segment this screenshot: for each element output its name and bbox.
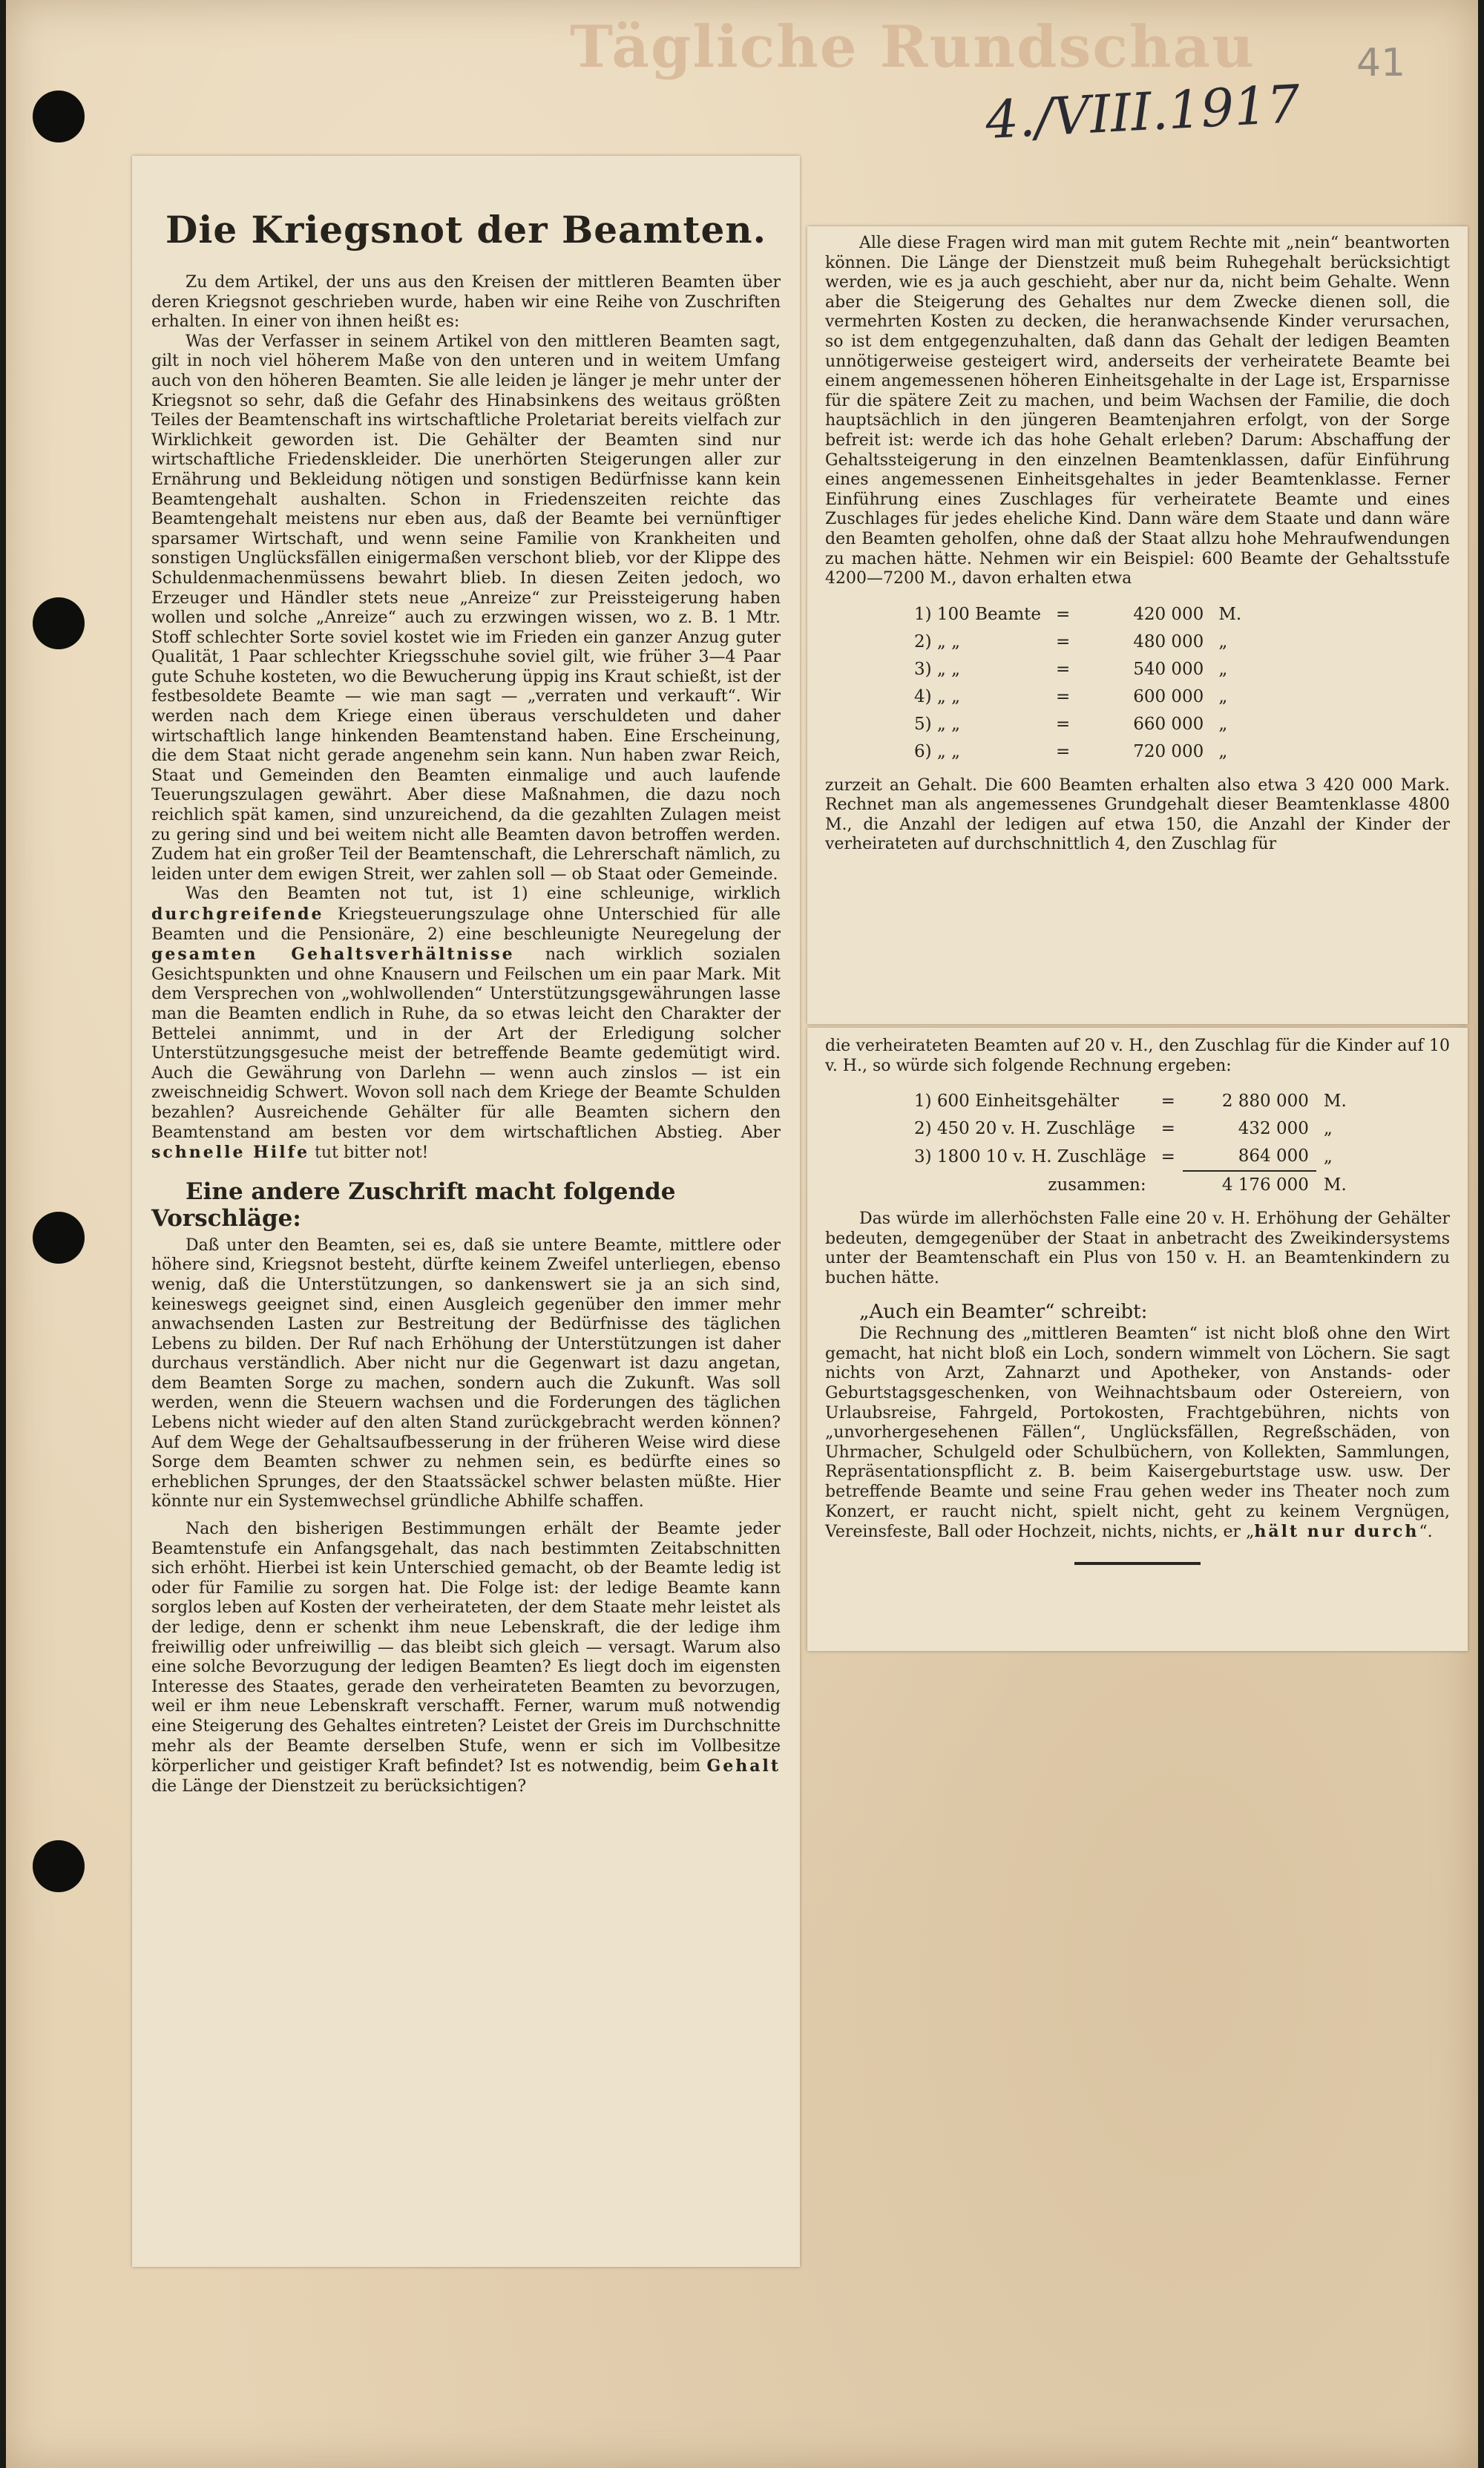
archive-number: 41 xyxy=(1356,41,1406,85)
row-label: 5) „ „ xyxy=(914,714,961,734)
section-subheading: „Auch ein Beamter“ schreibt: xyxy=(859,1300,1148,1323)
row-label: 3) „ „ xyxy=(914,659,961,679)
punch-hole xyxy=(33,91,85,142)
article-paragraph: Daß unter den Beamten, sei es, daß sie untere Beamte, mittlere oder höhere sind, Kriegsnot besteht, dürfte keinem Zweifel unterliegen, ebenso wenig, daß die Unterstützungen, so dankenswert sie ja an sich sind, keineswegs geeignet sind, einen Ausgleich gegenüber den immer mehr anwachsenden Lasten zur Bestreitung der Bedürfnisse des täglichen Lebens zu bilden. Der Ruf nach Erhöhung der Unterstützungen ist daher durchaus verständlich. Aber nicht nur die Gegenwart ist dazu angetan, dem Beamten Sorge zu machen, sondern auch die Zukunft. Was soll werden, wenn die Steuern wachsen und die Forderungen des täglichen Lebens nicht wieder auf den alten Stand zurückgebracht werden können? Auf dem Wege der Gehaltsaufbesserung in der früheren Weise wird diese Sorge dem Beamten schwer zu nehmen sein, es bedürfte eines so erheblichen Sprunges, der den Staatssäckel schwer belasten müßte. Hier könnte nur ein Systemwechsel gründliche Abhilfe schaffen. xyxy=(151,1235,781,1512)
row-unit: „ xyxy=(1323,1146,1333,1166)
row-equals: = xyxy=(1056,686,1071,706)
total-row xyxy=(907,1171,1354,1199)
emphasis: Gehalt xyxy=(706,1756,781,1776)
row-equals: = xyxy=(1160,1119,1175,1139)
total-value: 4 176 000 xyxy=(1183,1171,1316,1199)
row-value: 660 000 xyxy=(1133,714,1204,734)
clipping-right-top xyxy=(807,226,1468,1024)
row-unit: „ xyxy=(1323,1119,1333,1139)
text-run: Die Rechnung des „mittleren Beamten“ ist nicht bloß ohne den Wirt gemacht, hat nicht bloß ein Loch, sondern wimmelt von Löchern. Sie sagt nichts von Arzt, Zahnarzt und Apotheker, von Anstands- oder Geburtstagsgeschenken, von Weihnachtsbaum oder Ostereiern, von Urlaubsreise, Fahrgeld, Portokosten, Frachtgebühren, nichts von „unvorhergesehenen Fällen“, Unglücksfällen, Regreßschäden, von Uhrmacher, Schulgeld oder Schulbüchern, von Kollekten, Sammlungen, Repräsentationspflicht z. B. beim Kaisergeburtstage usw. usw. Der betreffende Beamte und seine Frau gehen weder ins Theater noch zum Konzert, er raucht nicht, spielt nicht, geht zu keinem Vergnügen, Vereinsfeste, Ball oder Hochzeit, nichts, nichts, er „ xyxy=(825,1325,1450,1542)
row-value: 600 000 xyxy=(1133,686,1204,706)
row-unit: M. xyxy=(1323,1092,1347,1112)
row-equals: = xyxy=(1160,1146,1175,1166)
row-value: 432 000 xyxy=(1238,1119,1309,1139)
total-unit: M. xyxy=(1323,1175,1347,1195)
row-value: 720 000 xyxy=(1133,741,1204,761)
calculation-table xyxy=(907,1088,1354,1199)
emphasis: hält nur durch xyxy=(1254,1522,1419,1542)
punch-hole xyxy=(33,1212,85,1264)
punch-hole xyxy=(33,1840,85,1892)
table-row xyxy=(907,656,1249,683)
emphasis: durchgreifende xyxy=(151,905,324,924)
row-label: 1) 100 Beamte xyxy=(914,604,1042,624)
newspaper-name-stamp: Tägliche Rundschau xyxy=(570,13,1255,81)
emphasis: gesamten Gehaltsverhältnisse xyxy=(151,945,515,965)
text-run: tut bitter not! xyxy=(309,1143,429,1163)
table-row xyxy=(907,629,1249,656)
row-unit: M. xyxy=(1218,604,1242,624)
article-paragraph: zurzeit an Gehalt. Die 600 Beamten erhalten also etwa 3 420 000 Mark. Rechnet man als angemessenes Grundgehalt dieser Beamtenklasse 4800 M., die Anzahl der ledigen auf etwa 150, die Anzahl der Kinder der verheirateten auf durchschnittlich 4, den Zuschlag für xyxy=(825,775,1450,854)
text-run: Was den Beamten not tut, ist 1) eine schleunige, wirklich xyxy=(186,885,781,904)
clipping-left-column xyxy=(132,156,800,2267)
row-equals: = xyxy=(1056,659,1071,679)
row-label: 3) 1800 10 v. H. Zuschläge xyxy=(914,1146,1146,1166)
article-paragraph: Das würde im allerhöchsten Falle eine 20 v. H. Erhöhung der Gehälter bedeuten, demgegenüber der Staat in anbetracht des Zweikindersystems unter der Beamtenschaft ein Plus von 150 v. H. an Beamtenkindern zu buchen hätte. xyxy=(825,1210,1450,1287)
article-paragraph xyxy=(151,885,781,1163)
row-equals: = xyxy=(1160,1092,1175,1112)
row-label: 4) „ „ xyxy=(914,686,961,706)
text-run: “. xyxy=(1419,1523,1433,1542)
total-label: zusammen: xyxy=(1048,1175,1146,1195)
row-unit: „ xyxy=(1218,659,1228,679)
article-paragraph: die verheirateten Beamten auf 20 v. H., den Zuschlag für die Kinder auf 10 v. H., so würde sich folgende Rechnung ergeben: xyxy=(825,1037,1450,1075)
row-value: 540 000 xyxy=(1133,659,1204,679)
article-paragraph: Was der Verfasser in seinem Artikel von den mittleren Beamten sagt, gilt in noch viel höherem Maße von den unteren und in weitem Umfang auch von den höheren Beamten. Sie alle leiden je länger je mehr unter der Kriegsnot so sehr, daß die Gefahr des Hinabsinkens des weitaus größten Teiles der Beamtenschaft ins wirtschaftliche Proletariat bereits vielfach zur Wirklichkeit geworden ist. Die Gehälter der Beamten sind nur wirtschaftliche Friedenskleider. Die unerhörten Steigerungen aller zur Ernährung und Bekleidung nötigen und sonstigen Bedürfnisse kann kein Beamtengehalt aushalten. Schon in Friedenszeiten reichte das Beamtengehalt meistens nur eben aus, daß der Beamte bei vernünftiger sparsamer Wirtschaft, und wenn seine Familie von Krankheiten und sonstigen Unglücksfällen einigermaßen verschont blieb, vor der Klippe des Schuldenmachenmüssens bewahrt blieb. In diesen Zeiten jedoch, wo Erzeuger und Händler stets neue „Anreize“ zur Preissteigerung haben wollen und solche „Anreize“ auch zu erzwingen wissen, wo z. B. 1 Mtr. Stoff schlechter Sorte soviel kostet wie im Frieden ein ganzer Anzug guter Qualität, 1 Paar schlechter Kriegsschuhe soviel gilt, wie früher 3—4 Paar gute Schuhe kosteten, wo die Bewucherung üppig ins Kraut schießt, ist der festbesoldete Beamte — wie man sagt — „verraten und verkauft“. Wir werden nach dem Kriege einen überaus verschuldeten und daher wirtschaftlich lange hinkenden Beamtenstand haben. Eine Erscheinung, die dem Staat nicht gerade angenehm sein kann. Nun haben zwar Reich, Staat und Gemeinden den Beamten einmalige und auch laufende Teuerungszulagen gewährt. Aber diese Maßnahmen, die dazu noch reichlich spät kamen, sind unzureichend, da die gezahlten Zulagen meist zu gering sind und bei weitem nicht alle Beamten davon betroffen werden. Zudem hat ein großer Teil der Beamtenschaft, die Lehrerschaft nämlich, zu leiden unter dem ewigen Streit, wer zahlen soll — ob Staat oder Gemeinde. xyxy=(151,332,781,884)
salary-table xyxy=(907,601,1249,766)
text-run: Kriegsteuerungszulage ohne Unterschied für alle Beamten und die Pensionäre, 2) eine beschleunigte Neuregelung der xyxy=(151,905,781,944)
row-value: 864 000 xyxy=(1238,1146,1309,1166)
table-row xyxy=(907,1143,1354,1171)
row-equals: = xyxy=(1056,604,1071,624)
row-label: 2) 450 20 v. H. Zuschläge xyxy=(914,1119,1135,1139)
section-subheading: Eine andere Zuschrift macht folgende Vorschläge: xyxy=(151,1178,676,1232)
table-row xyxy=(907,1088,1354,1115)
row-label: 1) 600 Einheitsgehälter xyxy=(914,1092,1119,1112)
text-run: nach wirklich sozialen Gesichtspunkten und ohne Knausern und Feilschen um ein paar Mark. Mit dem Versprechen von „wohlwollenden“ Unterstützungsgewährungen lasse man die Beamten endlich in Ruhe, da so etwas leicht den Charakter der Bettelei annimmt, und in der Art der Erledigung solcher Unterstützungsgesuche meist der betreffende Beamte gedemütigt wird. Auch die Gewährung von Darlehn — wenn auch zinslos — ist ein zweischneidig Schwert. Wovon soll nach dem Kriege der Beamte Schulden bezahlen? Ausreichende Gehälter für alle Beamten sichern den Beamtenstand am besten vor dem wirtschaftlichen Abstieg. Aber xyxy=(151,945,781,1142)
row-unit: „ xyxy=(1218,714,1228,734)
row-label: 2) „ „ xyxy=(914,631,961,652)
clipping-right-bottom xyxy=(807,1028,1468,1651)
punch-hole xyxy=(33,597,85,649)
article-paragraph xyxy=(825,1325,1450,1543)
text-run: die Länge der Dienstzeit zu berücksichtigen? xyxy=(151,1776,527,1796)
row-value: 480 000 xyxy=(1133,631,1204,652)
table-row xyxy=(907,711,1249,738)
row-unit: „ xyxy=(1218,631,1228,652)
row-value: 420 000 xyxy=(1133,604,1204,624)
end-rule xyxy=(1074,1562,1201,1565)
row-unit: „ xyxy=(1218,686,1228,706)
handwritten-date: 4./VIII.1917 xyxy=(984,73,1302,151)
text-run: Nach den bisherigen Bestimmungen erhält der Beamte jeder Beamtenstufe ein Anfangsgehalt, das nach bestimmten Zeitabschnitten sich erhöht. Hierbei ist kein Unterschied gemacht, ob der Beamte ledig ist oder für Familie zu sorgen hat. Die Folge ist: der ledige Beamte kann sorglos leben auf Kosten der verheirateten, der dem Staate mehr leistet als der ledige, denn er schenkt ihm neue Lebenskraft, die der ledige ihm freiwillig oder unfreiwillig — das bleibt sich gleich — versagt. Warum also eine solche Bevorzugung der ledigen Beamten? Es liegt doch im eigensten Interesse des Staates, gerade den verheirateten Beamten zu bevorzugen, weil er ihm neue Lebenskraft verschafft. Ferner, warum muß notwendig eine Steigerung des Gehaltes eintreten? Leistet der Greis im Durchschnitte mehr als der Beamte derselben Stufe, wenn er sich im Vollbesitze körperlicher und geistiger Kraft befindet? Ist es notwendig, beim xyxy=(151,1520,781,1776)
article-title: Die Kriegsnot der Beamten. xyxy=(165,208,767,252)
row-unit: „ xyxy=(1218,741,1228,761)
table-row xyxy=(907,683,1249,711)
emphasis: schnelle Hilfe xyxy=(151,1143,310,1163)
row-equals: = xyxy=(1056,741,1071,761)
table-row xyxy=(907,738,1249,766)
row-equals: = xyxy=(1056,714,1071,734)
row-label: 6) „ „ xyxy=(914,741,961,761)
article-paragraph: Alle diese Fragen wird man mit gutem Rechte mit „nein“ beantworten können. Die Länge der Dienstzeit muß beim Ruhegehalt berücksichtigt werden, wie es ja auch geschieht, aber nur da, nicht beim Gehalte. Wenn aber die Steigerung des Gehaltes nur dem Zwecke dienen soll, die vermehrten Kosten zu decken, die heranwachsende Kinder verursachen, so ist dem entgegenzuhalten, daß dann das Gehalt der ledigen Beamten unnötigerweise gesteigert wird, anderseits der verheiratete Beamte bei einem angemessenen höheren Einheitsgehalte in der Lage ist, Ersparnisse für die spätere Zeit zu machen, und beim Wachsen der Familie, die doch hauptsächlich in den jüngeren Beamtenjahren erfolgt, von der Sorge befreit ist: werde ich das hohe Gehalt erleben? Darum: Abschaffung der Gehaltssteigerung in den einzelnen Beamtenklassen, dafür Einführung eines angemessenen Einheitsgehaltes in jeder Beamtenklasse. Ferner Einführung eines Zuschlages für verheiratete Beamte und eines Zuschlages für jedes eheliche Kind. Dann wäre dem Staate und dann wäre den Beamten geholfen, ohne daß der Staat allzu hohe Mehraufwendungen zu machen hätte. Nehmen wir ein Beispiel: 600 Beamte der Gehaltsstufe 4200—7200 M., davon erhalten etwa xyxy=(825,234,1450,588)
table-row xyxy=(907,1115,1354,1143)
article-paragraph xyxy=(151,1520,781,1796)
archive-sheet xyxy=(6,0,1478,2468)
table-row xyxy=(907,601,1249,629)
row-equals: = xyxy=(1056,631,1071,652)
article-intro: Zu dem Artikel, der uns aus den Kreisen der mittleren Beamten über deren Kriegsnot geschrieben wurde, haben wir eine Reihe von Zuschriften erhalten. In einer von ihnen heißt es: xyxy=(151,273,781,332)
row-value: 2 880 000 xyxy=(1221,1092,1309,1112)
